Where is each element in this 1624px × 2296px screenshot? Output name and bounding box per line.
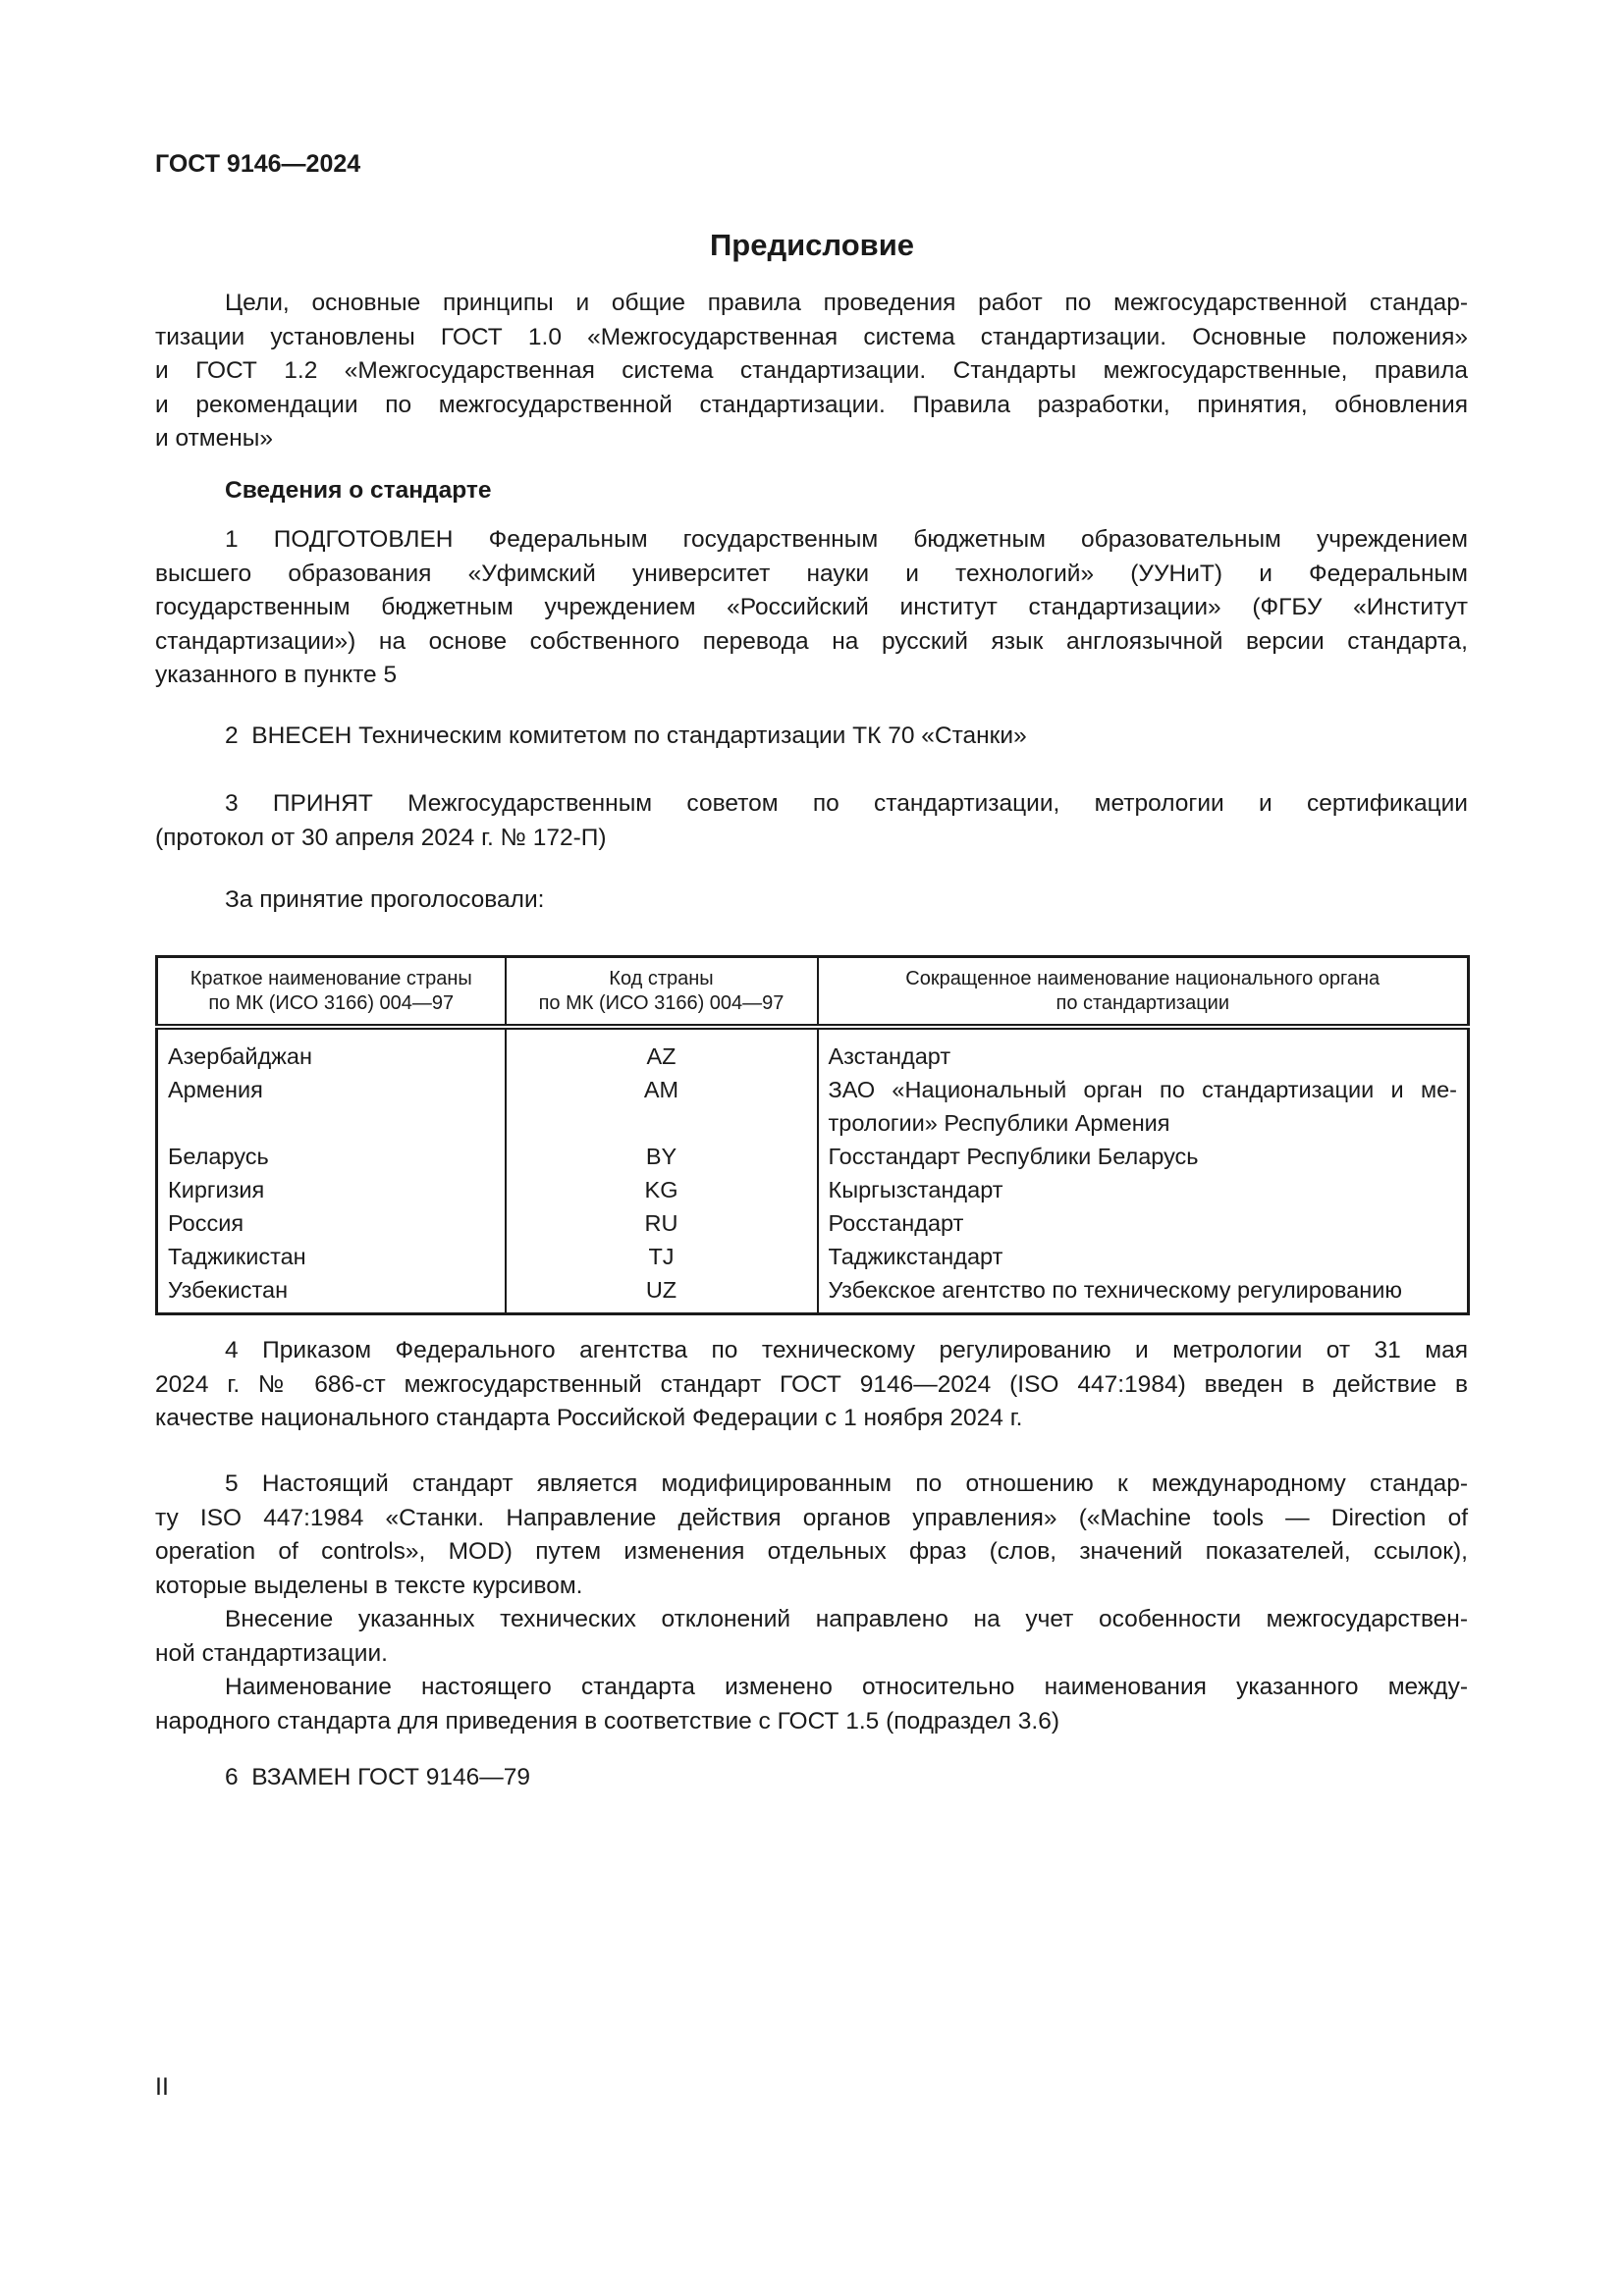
text-line: Цели, основные принципы и общие правила проведения работ по межгосударственной стандар- bbox=[225, 290, 1468, 316]
text-line: ной стандартизации. bbox=[155, 1639, 388, 1667]
text-line: качестве национального стандарта Российской Федерации с 1 ноября 2024 г. bbox=[155, 1405, 1023, 1431]
text-line: 2024 г. № 686-ст межгосударственный стандарт ГОСТ 9146—2024 (ISO 447:1984) введен в действие в bbox=[155, 1370, 1468, 1398]
text-line: трологии» Республики Армения bbox=[828, 1110, 1170, 1136]
body-cell: Азстандарт bbox=[828, 1043, 951, 1069]
body-cell: Узбекское агентство по техническому регулированию bbox=[828, 1277, 1402, 1303]
header-line: по МК (ИСО 3166) 004—97 bbox=[208, 991, 455, 1014]
body-cell: Таджикстандарт bbox=[828, 1244, 1003, 1269]
page-title: Предисловие bbox=[709, 228, 914, 262]
code-cell: AM bbox=[506, 1073, 818, 1140]
text-line: тизации установлены ГОСТ 1.0 «Межгосударственная система стандартизации. Основные положения» bbox=[155, 323, 1468, 350]
code-cell: RU bbox=[506, 1206, 818, 1240]
country-cell: Армения bbox=[157, 1073, 506, 1140]
table-row bbox=[157, 1240, 1469, 1273]
text-line: Наименование настоящего стандарта изменено относительно наименования указанного между- bbox=[225, 1674, 1468, 1700]
text-line: operation of controls», MOD) путем изменения отдельных фраз (слов, значений показателей, ссылок), bbox=[155, 1538, 1468, 1565]
section-heading: Сведения о стандарте bbox=[225, 477, 492, 504]
text-line: высшего образования «Уфимский университет науки и технологий» (УУНиТ) и Федеральным bbox=[155, 560, 1468, 587]
body-cell: Кыргызстандарт bbox=[828, 1177, 1003, 1202]
column-header-code bbox=[506, 957, 818, 1028]
header-line: по МК (ИСО 3166) 004—97 bbox=[538, 991, 785, 1014]
text-line: 5 Настоящий стандарт является модифицированным по отношению к международному стандар- bbox=[225, 1470, 1468, 1497]
text-line: и отмены» bbox=[155, 425, 274, 452]
text-line: 4 Приказом Федерального агентства по техническому регулированию и метрологии от 31 мая bbox=[225, 1337, 1468, 1363]
item-6-paragraph: 6 ВЗАМЕН ГОСТ 9146—79 bbox=[225, 1764, 531, 1790]
body-cell bbox=[818, 1073, 1469, 1140]
body-cell: Росстандарт bbox=[828, 1210, 964, 1236]
header-line: Код страны bbox=[609, 967, 714, 989]
country-cell: Узбекистан bbox=[157, 1273, 506, 1314]
country-cell: Таджикистан bbox=[157, 1240, 506, 1273]
text-line: государственным бюджетным учреждением «Российский институт стандартизации» (ФГБУ «Институт bbox=[155, 594, 1468, 620]
text-line: и рекомендации по межгосударственной стандартизации. Правила разработки, принятия, обновления bbox=[155, 391, 1468, 418]
vote-label: За принятие проголосовали: bbox=[225, 886, 545, 913]
country-cell: Беларусь bbox=[157, 1140, 506, 1173]
text-line: народного стандарта для приведения в соответствие с ГОСТ 1.5 (подраздел 3.6) bbox=[155, 1707, 1059, 1735]
body-cell: Госстандарт Республики Беларусь bbox=[828, 1144, 1199, 1169]
text-line: (протокол от 30 апреля 2024 г. № 172-П) bbox=[155, 824, 607, 851]
table-header-row bbox=[157, 957, 1469, 1028]
header-line: Краткое наименование страны bbox=[189, 967, 472, 989]
item-1-paragraph bbox=[155, 523, 1468, 693]
country-cell: Киргизия bbox=[157, 1173, 506, 1206]
item-3-paragraph bbox=[155, 787, 1468, 855]
item-2-paragraph: 2 ВНЕСЕН Техническим комитетом по стандартизации ТК 70 «Станки» bbox=[225, 722, 1027, 749]
text-line: 1 ПОДГОТОВЛЕН Федеральным государственным бюджетным образовательным учреждением bbox=[225, 526, 1468, 553]
table-row bbox=[157, 1206, 1469, 1240]
text-line: стандартизации») на основе собственного перевода на русский язык англоязычной версии стандарта, bbox=[155, 627, 1468, 655]
country-cell: Россия bbox=[157, 1206, 506, 1240]
text-line: и ГОСТ 1.2 «Межгосударственная система стандартизации. Стандарты межгосударственные, правила bbox=[155, 357, 1468, 384]
code-cell: TJ bbox=[506, 1240, 818, 1273]
table-row bbox=[157, 1173, 1469, 1206]
country-cell: Азербайджан bbox=[157, 1027, 506, 1073]
text-line: Внесение указанных технических отклонений направлено на учет особенности межгосударствен- bbox=[225, 1606, 1468, 1632]
document-header: ГОСТ 9146—2024 bbox=[155, 150, 361, 178]
code-cell: AZ bbox=[506, 1027, 818, 1073]
table-row bbox=[157, 1027, 1469, 1073]
table-row bbox=[157, 1273, 1469, 1314]
header-line: Сокращенное наименование национального органа bbox=[905, 967, 1380, 989]
text-line: которые выделены в тексте курсивом. bbox=[155, 1572, 583, 1599]
item-5-paragraph bbox=[155, 1468, 1468, 1738]
column-header-country bbox=[157, 957, 506, 1028]
code-cell: BY bbox=[506, 1140, 818, 1173]
header-line: по стандартизации bbox=[1056, 991, 1229, 1014]
table-row bbox=[157, 1140, 1469, 1173]
column-header-body bbox=[818, 957, 1469, 1028]
code-cell: KG bbox=[506, 1173, 818, 1206]
text-line: указанного в пункте 5 bbox=[155, 662, 398, 688]
table-row bbox=[157, 1073, 1469, 1140]
voting-countries-table bbox=[155, 955, 1470, 1315]
intro-paragraph bbox=[155, 287, 1468, 456]
text-line: 3 ПРИНЯТ Межгосударственным советом по стандартизации, метрологии и сертификации bbox=[225, 790, 1468, 817]
page-number: II bbox=[155, 2073, 169, 2101]
text-line: ЗАО «Национальный орган по стандартизации и ме- bbox=[828, 1077, 1457, 1102]
code-cell: UZ bbox=[506, 1273, 818, 1314]
text-line: ту ISO 447:1984 «Станки. Направление действия органов управления» («Machine tools — Direction of bbox=[155, 1504, 1468, 1531]
item-4-paragraph bbox=[155, 1334, 1468, 1436]
